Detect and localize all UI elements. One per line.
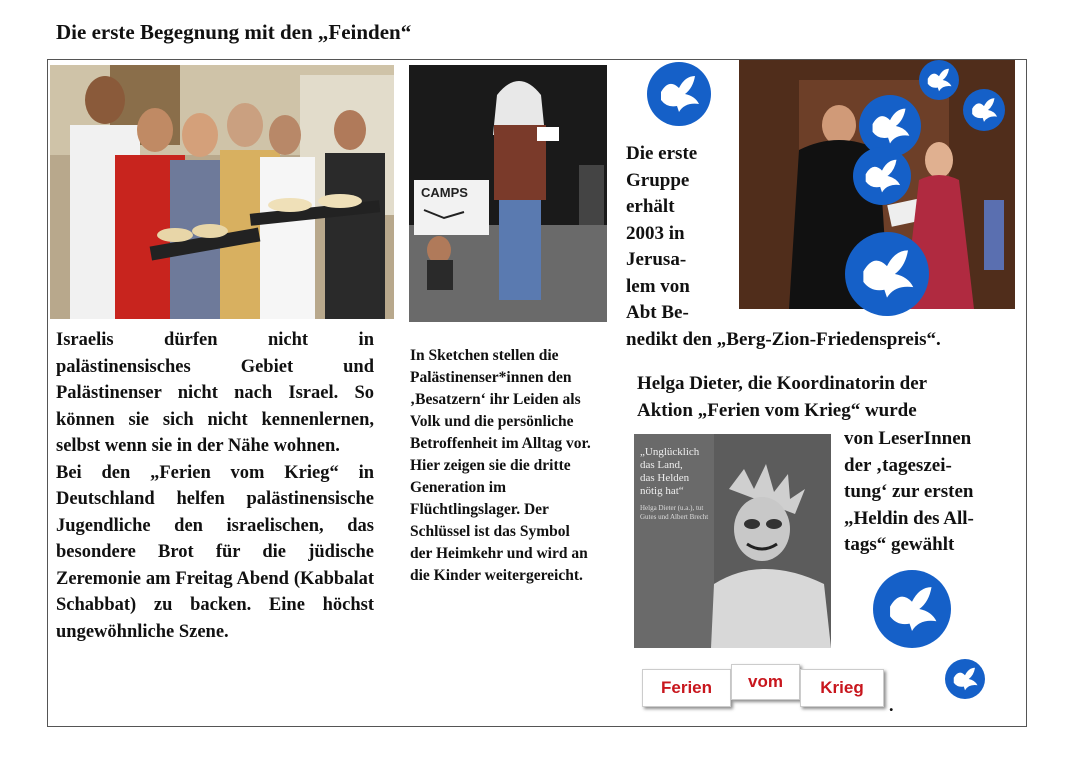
book-cover-photo (634, 434, 831, 648)
dove-icon (647, 62, 711, 126)
logo-word-ferien: Ferien (642, 669, 731, 707)
paragraph-ferien-vom-krieg: Bei den „Ferien vom Krieg“ in Deutschland helfen palästinensische Jugendliche den israelischen, das besondere Brot für die jüdische Zeremonie am Freitag Abend (Kabbalat Schabbat) zu backen. Eine höchst ungewöhnliche Szene. (56, 462, 374, 642)
svg-text:CAMPS: CAMPS (421, 185, 468, 200)
book-title: „Unglücklich das Land, das Helden nötig hat“ (640, 446, 700, 497)
award-text: Die erste Gruppe erhält 2003 in Jerusa- lem von Abt Be- nedikt den „Berg-Zion-Friedenspreis“. (626, 143, 941, 350)
dove-icon (919, 60, 959, 100)
logo-word-krieg: Krieg (800, 669, 884, 707)
helga-text-continued: von LeserInnen der ‚tageszei- tung‘ zur ersten „Heldin des All- tags“ gewählt (844, 428, 974, 555)
photo-bread-baking (50, 65, 394, 319)
page-title: Die erste Begegnung mit den „Feinden“ (56, 20, 412, 44)
helga-text: Helga Dieter, die Koordinatorin der Aktion „Ferien vom Krieg“ wurde (637, 373, 928, 421)
dove-icon (873, 570, 951, 648)
dove-icon (945, 659, 985, 699)
paragraph-israelis: Israelis dürfen nicht in palästinensisches Gebiet und Palästinenser nicht nach Israel. So können sie sich nicht kennenlernen, selbst wenn sie in der Nähe wohnen. (56, 330, 374, 456)
logo-word-vom: vom (731, 664, 800, 700)
middle-column-text: In Sketchen stellen die Palästinenser*innen den ‚Besatzern‘ ihr Leiden als Volk und die persönliche Betroffenheit im Alltag vor. Hier zeigen sie die dritte Generation im Flüchtlingslager. Der Schlüssel ist das Symbol der Heimkehr und wird an die Kinder weitergereicht. (410, 347, 591, 584)
left-column-text (56, 327, 374, 645)
book-authors: Helga Dieter (u.a.), tut Gutes und Albert Brecht (640, 504, 709, 521)
dove-icon (845, 232, 929, 316)
photo-sketch-performance (409, 65, 607, 322)
dove-icon (963, 89, 1005, 131)
trailing-dot: . (889, 695, 894, 715)
dove-icon (853, 147, 911, 205)
